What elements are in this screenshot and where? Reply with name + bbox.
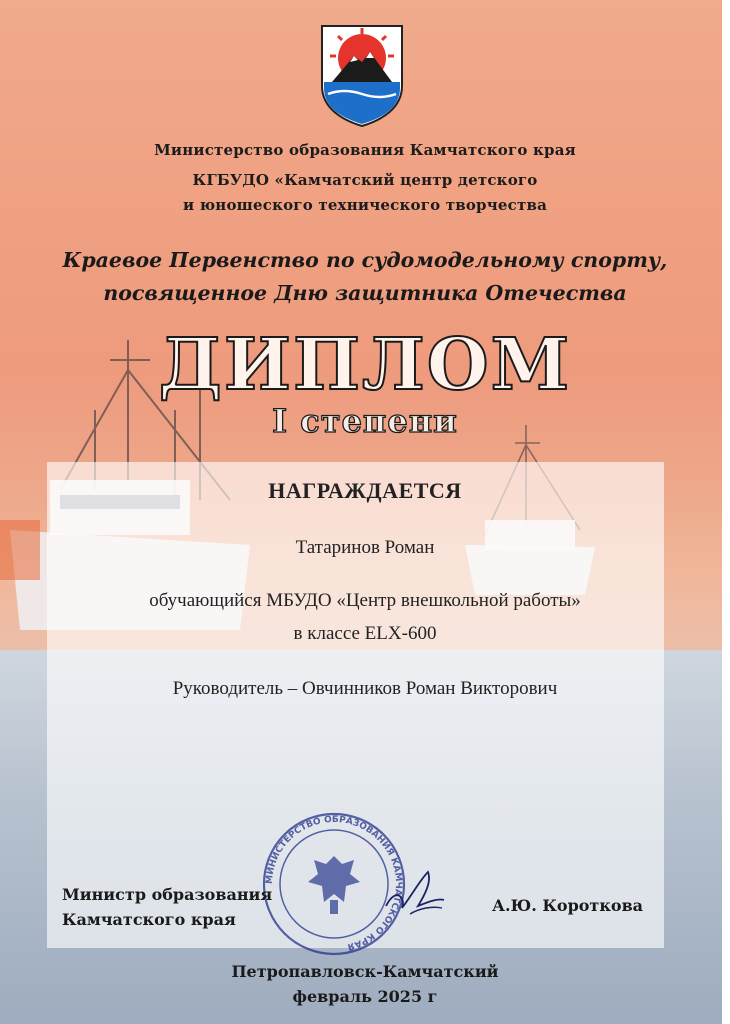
ministry-name: Министерство образования Камчатского края bbox=[154, 141, 576, 159]
city-name: Петропавловск-Камчатский bbox=[231, 962, 499, 981]
event-title-line-2: посвященное Дню защитника Отечества bbox=[103, 281, 627, 305]
diploma-degree: I степени bbox=[272, 402, 458, 440]
event-title-line-1: Краевое Первенство по судомодельному спорту, bbox=[62, 248, 668, 272]
scan-edge bbox=[722, 0, 730, 1024]
minister-title bbox=[62, 882, 272, 932]
center-name-line-2: и юношеского технического творчества bbox=[182, 196, 548, 214]
awarded-heading: НАГРАЖДАЕТСЯ bbox=[268, 478, 462, 503]
minister-title-line-1: Министр образования bbox=[62, 885, 273, 904]
center-name-line-1: КГБУДО «Камчатский центр детского bbox=[192, 171, 538, 189]
stamp-ring-text: МИНИСТЕРСТВО ОБРАЗОВАНИЯ КАМЧАТСКОГО КРАЯ bbox=[264, 814, 404, 952]
diploma-title: ДИПЛОМ bbox=[158, 322, 572, 406]
issue-date: февраль 2025 г bbox=[292, 987, 438, 1006]
minister-title-line-2: Камчатского края bbox=[62, 910, 236, 929]
signer-name: А.Ю. Короткова bbox=[492, 896, 644, 915]
kamchatka-crest-icon bbox=[318, 22, 406, 127]
competition-class: в классе ELX-600 bbox=[293, 623, 437, 644]
team-leader: Руководитель – Овчинников Роман Викторович bbox=[172, 678, 558, 699]
recipient-name: Татаринов Роман bbox=[295, 537, 435, 558]
handwritten-signature bbox=[380, 862, 450, 922]
recipient-school: обучающийся МБУДО «Центр внешкольной работы» bbox=[149, 590, 581, 611]
